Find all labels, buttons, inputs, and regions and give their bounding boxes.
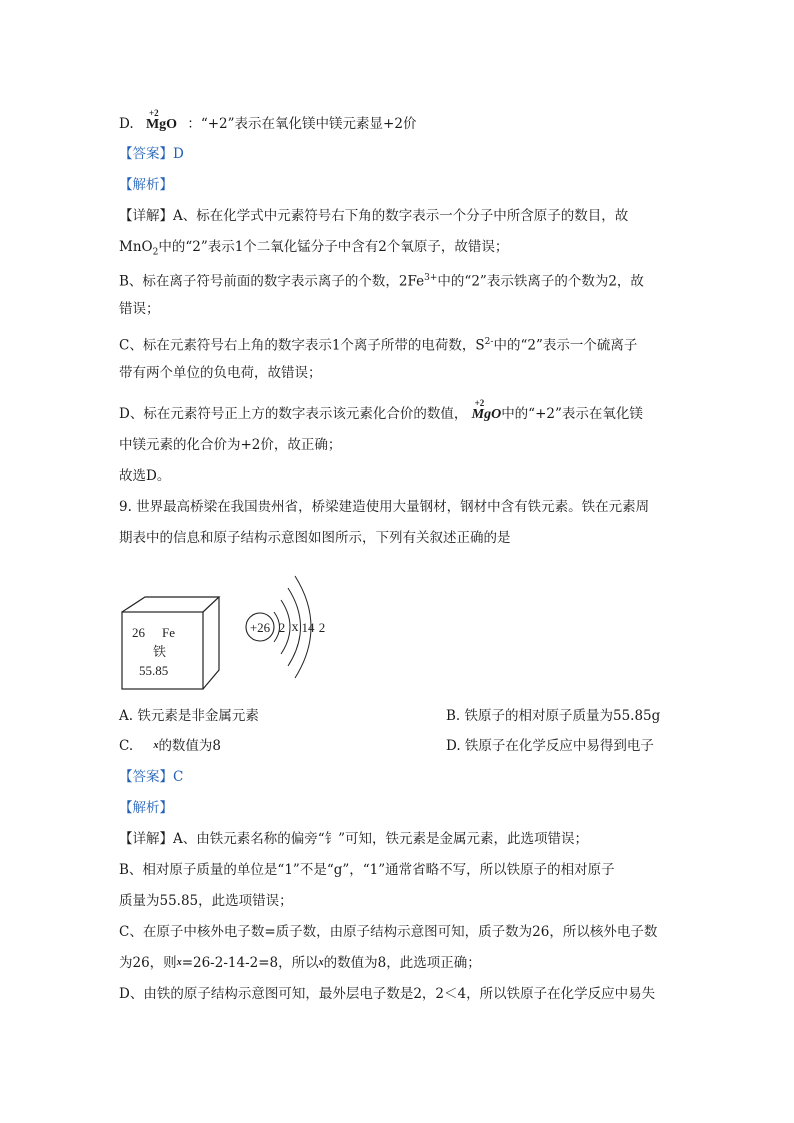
element-cube xyxy=(122,597,219,689)
element-mass: 55.85 xyxy=(139,663,169,678)
option-d-line xyxy=(119,108,417,134)
option-b: B. 铁原子的相对原子质量为55.85g xyxy=(446,708,661,724)
choose-line: 故选D。 xyxy=(119,468,171,484)
detail-b-line2: 错误； xyxy=(119,301,160,317)
detail-d-line1: D、标在元素符号正上方的数字表示该元素化合价的数值， +2 MgO中的“+2”表示在氧化镁 xyxy=(119,398,643,422)
q9-stem-line2: 期表中的信息和原子结构示意图如图所示，下列有关叙述正确的是 xyxy=(119,530,511,546)
q9-analysis-label: 【解析】 xyxy=(119,800,173,816)
option-d-prefix: D. xyxy=(119,116,134,132)
q9-detail-b-line2: 质量为55.85，此选项错误； xyxy=(119,893,293,909)
shell-count-2: x xyxy=(291,620,299,635)
option-a: A. 铁元素是非金属元素 xyxy=(119,708,259,724)
detail-a-line2: MnO$_2$中的“2”表示1个二氧化锰分子中含有2个氧原子，故错误； xyxy=(119,239,509,258)
option-c: C. x的数值为8 xyxy=(119,738,222,754)
q9-detail-d-line1: D、由铁的原子结构示意图可知，最外层电子数是2，2＜4，所以铁原子在化学反应中易失 xyxy=(119,986,656,1002)
q9-detail-c-line1: C、在原子中核外电子数=质子数，由原子结构示意图可知，质子数为26，所以核外电子数 xyxy=(119,924,658,940)
q9-stem-line1: 9. 世界最高桥梁在我国贵州省，桥梁建造使用大量钢材，钢材中含有铁元素。铁在元素周 xyxy=(119,499,650,515)
q9-detail-c-line2: 为26，则x=26-2-14-2=8，所以x的数值为8，此选项正确； xyxy=(119,955,481,971)
shell-count-3: 14 xyxy=(301,620,315,635)
analysis-label: 【解析】 xyxy=(119,177,173,193)
detail-a-line1: 【详解】A、标在化学式中元素符号右下角的数字表示一个分子中所含原子的数目，故 xyxy=(119,208,629,224)
q9-figure xyxy=(115,560,355,695)
element-name: 铁 xyxy=(153,645,167,660)
atom-structure-diagram xyxy=(246,576,325,678)
element-number: 26 xyxy=(132,625,145,640)
answer-label: 【答案】D xyxy=(119,146,184,162)
q9-detail-a: 【详解】A、由铁元素名称的偏旁“钅”可知，铁元素是金属元素，此选项错误； xyxy=(119,831,589,847)
nucleus-charge: +26 xyxy=(249,620,271,635)
shell-count-1: 2 xyxy=(278,620,286,635)
variable-x: x xyxy=(153,740,159,751)
detail-c-line1: C、标在元素符号右上角的数字表示1个离子所带的电荷数，$S^{2-}$中的“2”表示一个硫离子 xyxy=(119,337,638,354)
detail-d-line2: 中镁元素的化合价为+2价，故正确； xyxy=(119,437,342,453)
shell-count-4: 2 xyxy=(318,620,326,635)
option-d: D. 铁原子在化学反应中易得到电子 xyxy=(446,738,654,754)
detail-c-line2: 带有两个单位的负电荷，故错误； xyxy=(119,365,322,381)
mgo-formula-inline: +2 MgO xyxy=(471,398,502,422)
option-d-text: ：“+2”表示在氧化镁中镁元素显+2价 xyxy=(187,116,417,132)
q9-answer-label: 【答案】C xyxy=(119,769,184,785)
mgo-charge: +2 xyxy=(148,108,159,118)
q9-detail-b-line1: B、相对原子质量的单位是“1”不是“g”，“1”通常省略不写，所以铁原子的相对原子 xyxy=(119,862,615,878)
mgo-formula: +2 MgO xyxy=(146,115,177,134)
element-symbol: Fe xyxy=(162,625,175,640)
detail-b-line1: B、标在离子符号前面的数字表示离子的个数，$2Fe^{3+}$中的“2”表示铁离子的个数为2，故 xyxy=(119,273,644,290)
